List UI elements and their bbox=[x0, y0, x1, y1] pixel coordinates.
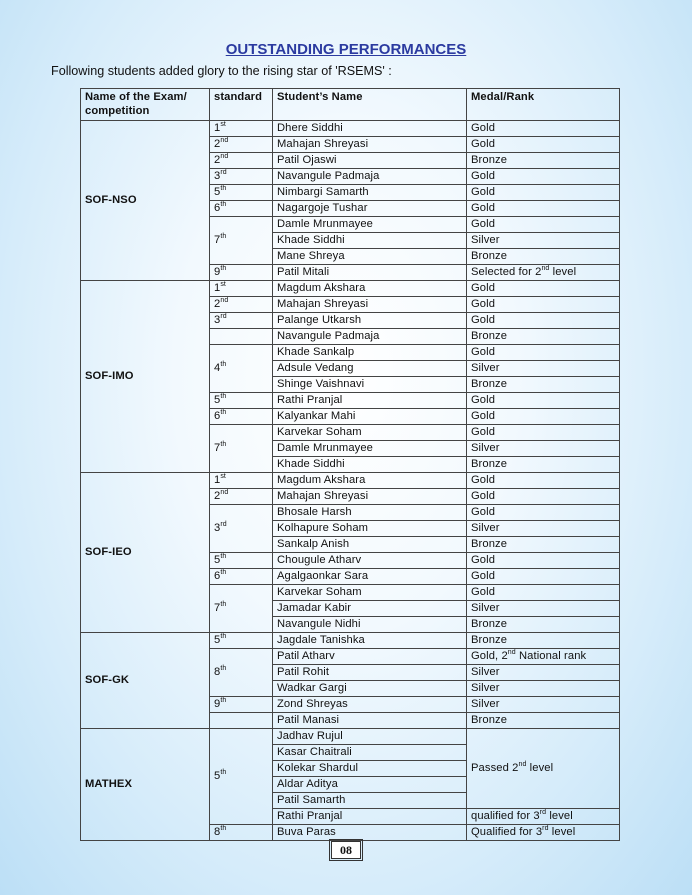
standard-cell bbox=[210, 393, 273, 409]
standard-suffix: th bbox=[220, 633, 227, 640]
medal-text: Bronze bbox=[471, 714, 508, 726]
medal-rank-cell bbox=[467, 473, 620, 489]
medal-rank-cell bbox=[467, 713, 620, 729]
medal-text: Silver bbox=[471, 602, 500, 614]
standard-cell bbox=[210, 169, 273, 185]
exam-name-cell: SOF-NSO bbox=[81, 121, 210, 281]
student-name-cell: Bhosale Harsh bbox=[273, 505, 467, 521]
medal-text: Silver bbox=[471, 682, 500, 694]
medal-text: Gold bbox=[471, 122, 496, 134]
medal-text: Bronze bbox=[471, 378, 508, 390]
student-name-cell: Agalgaonkar Sara bbox=[273, 569, 467, 585]
student-name-cell: Aldar Aditya bbox=[273, 777, 467, 793]
medal-rank-cell bbox=[467, 601, 620, 617]
medal-rank-cell bbox=[467, 201, 620, 217]
student-name-cell: Zond Shreyas bbox=[273, 697, 467, 713]
standard-cell bbox=[210, 265, 273, 281]
student-name-cell: Mane Shreya bbox=[273, 249, 467, 265]
standard-suffix: st bbox=[220, 121, 226, 128]
medal-text: Gold bbox=[471, 346, 496, 358]
medal-text: Gold bbox=[471, 474, 496, 486]
medal-text-after: National rank bbox=[515, 650, 587, 662]
medal-text-after: level bbox=[548, 826, 576, 838]
medal-rank-cell bbox=[467, 585, 620, 601]
medal-rank-cell bbox=[467, 185, 620, 201]
student-name-cell: Kalyankar Mahi bbox=[273, 409, 467, 425]
standard-cell bbox=[210, 329, 273, 345]
standard-number: 9 bbox=[214, 266, 221, 278]
standard-number: 1 bbox=[214, 282, 221, 294]
standard-cell bbox=[210, 713, 273, 729]
student-name-cell: Patil Atharv bbox=[273, 649, 467, 665]
medal-rank-cell bbox=[467, 457, 620, 473]
medal-text: Gold bbox=[471, 506, 496, 518]
standard-suffix: th bbox=[220, 769, 227, 776]
medal-rank-cell bbox=[467, 809, 620, 825]
standard-suffix: th bbox=[220, 409, 227, 416]
standard-number: 2 bbox=[214, 154, 221, 166]
standard-suffix: th bbox=[220, 601, 227, 608]
standard-number: 3 bbox=[214, 314, 221, 326]
medal-text-after: level bbox=[549, 266, 577, 278]
medal-text: Bronze bbox=[471, 618, 508, 630]
standard-number: 8 bbox=[214, 826, 221, 838]
standard-cell bbox=[210, 489, 273, 505]
medal-text: Gold, 2 bbox=[471, 650, 508, 662]
page-title: OUTSTANDING PERFORMANCES bbox=[225, 41, 467, 58]
medal-text: Gold bbox=[471, 186, 496, 198]
medal-text: Qualified for 3 bbox=[471, 826, 543, 838]
student-name-cell: Magdum Akshara bbox=[273, 473, 467, 489]
medal-text: Gold bbox=[471, 138, 496, 150]
medal-rank-cell bbox=[467, 825, 620, 841]
student-name-cell: Navangule Nidhi bbox=[273, 617, 467, 633]
medal-rank-cell bbox=[467, 153, 620, 169]
standard-suffix: th bbox=[220, 185, 227, 192]
medal-rank-cell bbox=[467, 537, 620, 553]
student-name-cell: Buva Paras bbox=[273, 825, 467, 841]
medal-text: Gold bbox=[471, 170, 496, 182]
standard-number: 5 bbox=[214, 186, 221, 198]
exam-name-cell: SOF-IMO bbox=[81, 281, 210, 473]
medal-rank-cell bbox=[467, 441, 620, 457]
student-name-cell: Dhere Siddhi bbox=[273, 121, 467, 137]
standard-cell bbox=[210, 425, 273, 473]
standard-suffix: nd bbox=[220, 153, 229, 160]
student-name-cell: Palange Utkarsh bbox=[273, 313, 467, 329]
medal-text-after: level bbox=[546, 810, 573, 822]
standard-cell bbox=[210, 553, 273, 569]
medal-rank-cell bbox=[467, 377, 620, 393]
student-name-cell: Nagargoje Tushar bbox=[273, 201, 467, 217]
medal-rank-cell bbox=[467, 169, 620, 185]
medal-rank-cell bbox=[467, 265, 620, 281]
standard-cell bbox=[210, 585, 273, 633]
medal-text: Silver bbox=[471, 698, 500, 710]
standard-cell bbox=[210, 153, 273, 169]
medal-ordinal-suffix: rd bbox=[539, 809, 547, 816]
table-header-row bbox=[81, 89, 620, 121]
student-name-cell: Sankalp Anish bbox=[273, 537, 467, 553]
medal-text: Passed 2 bbox=[471, 762, 519, 774]
medal-rank-cell bbox=[467, 233, 620, 249]
medal-text: Bronze bbox=[471, 250, 508, 262]
table-row bbox=[81, 121, 620, 137]
medal-text: Gold bbox=[471, 282, 496, 294]
student-name-cell: Mahajan Shreyasi bbox=[273, 489, 467, 505]
standard-cell bbox=[210, 297, 273, 313]
standard-number: 2 bbox=[214, 138, 221, 150]
standard-suffix: th bbox=[220, 393, 227, 400]
exam-name-cell: MATHEX bbox=[81, 729, 210, 841]
student-name-cell: Shinge Vaishnavi bbox=[273, 377, 467, 393]
standard-number: 6 bbox=[214, 570, 221, 582]
medal-rank-cell bbox=[467, 313, 620, 329]
standard-suffix: rd bbox=[220, 313, 227, 320]
standard-number: 3 bbox=[214, 170, 221, 182]
standard-cell bbox=[210, 697, 273, 713]
medal-text: Bronze bbox=[471, 330, 508, 342]
exam-name-cell: SOF-IEO bbox=[81, 473, 210, 633]
medal-text: Gold bbox=[471, 586, 496, 598]
student-name-cell: Patil Rohit bbox=[273, 665, 467, 681]
student-name-cell: Mahajan Shreyasi bbox=[273, 137, 467, 153]
header-exam: Name of the Exam/ competition bbox=[81, 89, 210, 121]
medal-rank-cell bbox=[467, 393, 620, 409]
medal-rank-cell bbox=[467, 137, 620, 153]
standard-cell bbox=[210, 649, 273, 697]
medal-rank-cell bbox=[467, 665, 620, 681]
medal-text: Gold bbox=[471, 554, 496, 566]
results-body bbox=[81, 121, 620, 841]
standard-number: 4 bbox=[214, 362, 221, 374]
student-name-cell: Jamadar Kabir bbox=[273, 601, 467, 617]
medal-text: Selected for 2 bbox=[471, 266, 542, 278]
medal-text: Silver bbox=[471, 234, 500, 246]
standard-suffix: th bbox=[220, 825, 227, 832]
standard-cell bbox=[210, 121, 273, 137]
medal-text: Bronze bbox=[471, 634, 508, 646]
medal-text: Gold bbox=[471, 490, 496, 502]
standard-number: 7 bbox=[214, 442, 221, 454]
standard-number: 7 bbox=[214, 234, 221, 246]
standard-number: 1 bbox=[214, 474, 221, 486]
standard-cell bbox=[210, 185, 273, 201]
medal-rank-cell bbox=[467, 681, 620, 697]
standard-number: 5 bbox=[214, 634, 221, 646]
standard-suffix: rd bbox=[220, 521, 227, 528]
medal-text: Gold bbox=[471, 426, 496, 438]
standard-cell bbox=[210, 281, 273, 297]
medal-rank-cell bbox=[467, 425, 620, 441]
standard-suffix: th bbox=[220, 665, 227, 672]
medal-text: Gold bbox=[471, 394, 496, 406]
standard-cell bbox=[210, 409, 273, 425]
medal-ordinal-suffix: nd bbox=[541, 265, 550, 272]
student-name-cell: Nimbargi Samarth bbox=[273, 185, 467, 201]
student-name-cell: Patil Manasi bbox=[273, 713, 467, 729]
standard-suffix: th bbox=[220, 233, 227, 240]
standard-cell bbox=[210, 505, 273, 553]
standard-number: 3 bbox=[214, 522, 221, 534]
standard-suffix: nd bbox=[220, 137, 229, 144]
medal-text: Gold bbox=[471, 410, 496, 422]
standard-number: 9 bbox=[214, 698, 221, 710]
medal-text: Gold bbox=[471, 218, 496, 230]
standard-suffix: th bbox=[220, 697, 227, 704]
medal-text: qualified for 3 bbox=[471, 810, 540, 822]
student-name-cell: Mahajan Shreyasi bbox=[273, 297, 467, 313]
medal-rank-cell bbox=[467, 569, 620, 585]
standard-suffix: th bbox=[220, 265, 227, 272]
medal-text: Gold bbox=[471, 298, 496, 310]
results-table bbox=[80, 88, 620, 841]
medal-rank-cell bbox=[467, 409, 620, 425]
standard-number: 5 bbox=[214, 394, 221, 406]
standard-suffix: th bbox=[220, 441, 227, 448]
standard-cell bbox=[210, 825, 273, 841]
student-name-cell: Chougule Atharv bbox=[273, 553, 467, 569]
medal-text: Silver bbox=[471, 442, 500, 454]
medal-rank-cell bbox=[467, 249, 620, 265]
medal-rank-cell bbox=[467, 217, 620, 233]
standard-suffix: nd bbox=[220, 489, 229, 496]
standard-number: 2 bbox=[214, 298, 221, 310]
student-name-cell: Karvekar Soham bbox=[273, 425, 467, 441]
student-name-cell: Rathi Pranjal bbox=[273, 393, 467, 409]
table-row bbox=[81, 633, 620, 649]
standard-suffix: rd bbox=[220, 169, 227, 176]
student-name-cell: Damle Mrunmayee bbox=[273, 441, 467, 457]
page-number: 08 bbox=[331, 841, 361, 859]
student-name-cell: Khade Siddhi bbox=[273, 457, 467, 473]
standard-cell bbox=[210, 473, 273, 489]
standard-suffix: th bbox=[220, 201, 227, 208]
standard-number: 6 bbox=[214, 410, 221, 422]
student-name-cell: Kolekar Shardul bbox=[273, 761, 467, 777]
student-name-cell: Wadkar Gargi bbox=[273, 681, 467, 697]
standard-cell bbox=[210, 633, 273, 649]
standard-number: 5 bbox=[214, 554, 221, 566]
standard-suffix: st bbox=[220, 281, 226, 288]
medal-rank-cell bbox=[467, 281, 620, 297]
medal-rank-cell bbox=[467, 329, 620, 345]
standard-number: 1 bbox=[214, 122, 221, 134]
medal-ordinal-suffix: nd bbox=[518, 761, 527, 768]
medal-rank-cell bbox=[467, 345, 620, 361]
medal-text: Bronze bbox=[471, 458, 508, 470]
medal-rank-cell bbox=[467, 297, 620, 313]
medal-rank-cell bbox=[467, 697, 620, 713]
medal-text: Bronze bbox=[471, 154, 508, 166]
medal-rank-cell bbox=[467, 121, 620, 137]
student-name-cell: Khade Siddhi bbox=[273, 233, 467, 249]
table-row bbox=[81, 281, 620, 297]
medal-text: Gold bbox=[471, 314, 496, 326]
standard-suffix: nd bbox=[220, 297, 229, 304]
medal-rank-cell bbox=[467, 553, 620, 569]
standard-cell bbox=[210, 313, 273, 329]
standard-cell bbox=[210, 201, 273, 217]
medal-rank-cell bbox=[467, 617, 620, 633]
student-name-cell: Khade Sankalp bbox=[273, 345, 467, 361]
header-medal-rank: Medal/Rank bbox=[467, 89, 620, 121]
medal-text: Silver bbox=[471, 522, 500, 534]
student-name-cell: Navangule Padmaja bbox=[273, 329, 467, 345]
table-row bbox=[81, 729, 620, 745]
standard-suffix: th bbox=[220, 361, 227, 368]
medal-ordinal-suffix: rd bbox=[542, 825, 549, 832]
student-name-cell: Kolhapure Soham bbox=[273, 521, 467, 537]
standard-suffix: th bbox=[220, 553, 227, 560]
medal-rank-cell bbox=[467, 489, 620, 505]
medal-ordinal-suffix: nd bbox=[507, 649, 516, 656]
intro-text: Following students added glory to the rising star of 'RSEMS' : bbox=[51, 64, 392, 78]
student-name-cell: Magdum Akshara bbox=[273, 281, 467, 297]
medal-text-after: level bbox=[526, 762, 554, 774]
header-student-name: Student’s Name bbox=[273, 89, 467, 121]
student-name-cell: Damle Mrunmayee bbox=[273, 217, 467, 233]
exam-name-cell: SOF-GK bbox=[81, 633, 210, 729]
student-name-cell: Jagdale Tanishka bbox=[273, 633, 467, 649]
student-name-cell: Patil Ojaswi bbox=[273, 153, 467, 169]
student-name-cell: Kasar Chaitrali bbox=[273, 745, 467, 761]
standard-number: 7 bbox=[214, 602, 221, 614]
student-name-cell: Navangule Padmaja bbox=[273, 169, 467, 185]
table-row bbox=[81, 473, 620, 489]
standard-number: 6 bbox=[214, 202, 221, 214]
student-name-cell: Patil Samarth bbox=[273, 793, 467, 809]
standard-cell bbox=[210, 569, 273, 585]
standard-number: 5 bbox=[214, 770, 221, 782]
medal-text: Silver bbox=[471, 666, 500, 678]
medal-rank-cell bbox=[467, 729, 620, 809]
medal-rank-cell bbox=[467, 649, 620, 665]
medal-text: Bronze bbox=[471, 538, 508, 550]
standard-suffix: st bbox=[220, 473, 226, 480]
student-name-cell: Patil Mitali bbox=[273, 265, 467, 281]
standard-number: 2 bbox=[214, 490, 221, 502]
medal-text: Silver bbox=[471, 362, 500, 374]
student-name-cell: Rathi Pranjal bbox=[273, 809, 467, 825]
medal-rank-cell bbox=[467, 505, 620, 521]
standard-number: 8 bbox=[214, 666, 221, 678]
medal-rank-cell bbox=[467, 633, 620, 649]
medal-text: Gold bbox=[471, 202, 496, 214]
medal-text: Gold bbox=[471, 570, 496, 582]
medal-rank-cell bbox=[467, 521, 620, 537]
student-name-cell: Karvekar Soham bbox=[273, 585, 467, 601]
student-name-cell: Adsule Vedang bbox=[273, 361, 467, 377]
standard-cell bbox=[210, 345, 273, 393]
header-standard: standard bbox=[210, 89, 273, 121]
standard-cell bbox=[210, 217, 273, 265]
student-name-cell: Jadhav Rujul bbox=[273, 729, 467, 745]
standard-suffix: th bbox=[220, 569, 227, 576]
standard-cell bbox=[210, 137, 273, 153]
medal-rank-cell bbox=[467, 361, 620, 377]
standard-cell bbox=[210, 729, 273, 825]
